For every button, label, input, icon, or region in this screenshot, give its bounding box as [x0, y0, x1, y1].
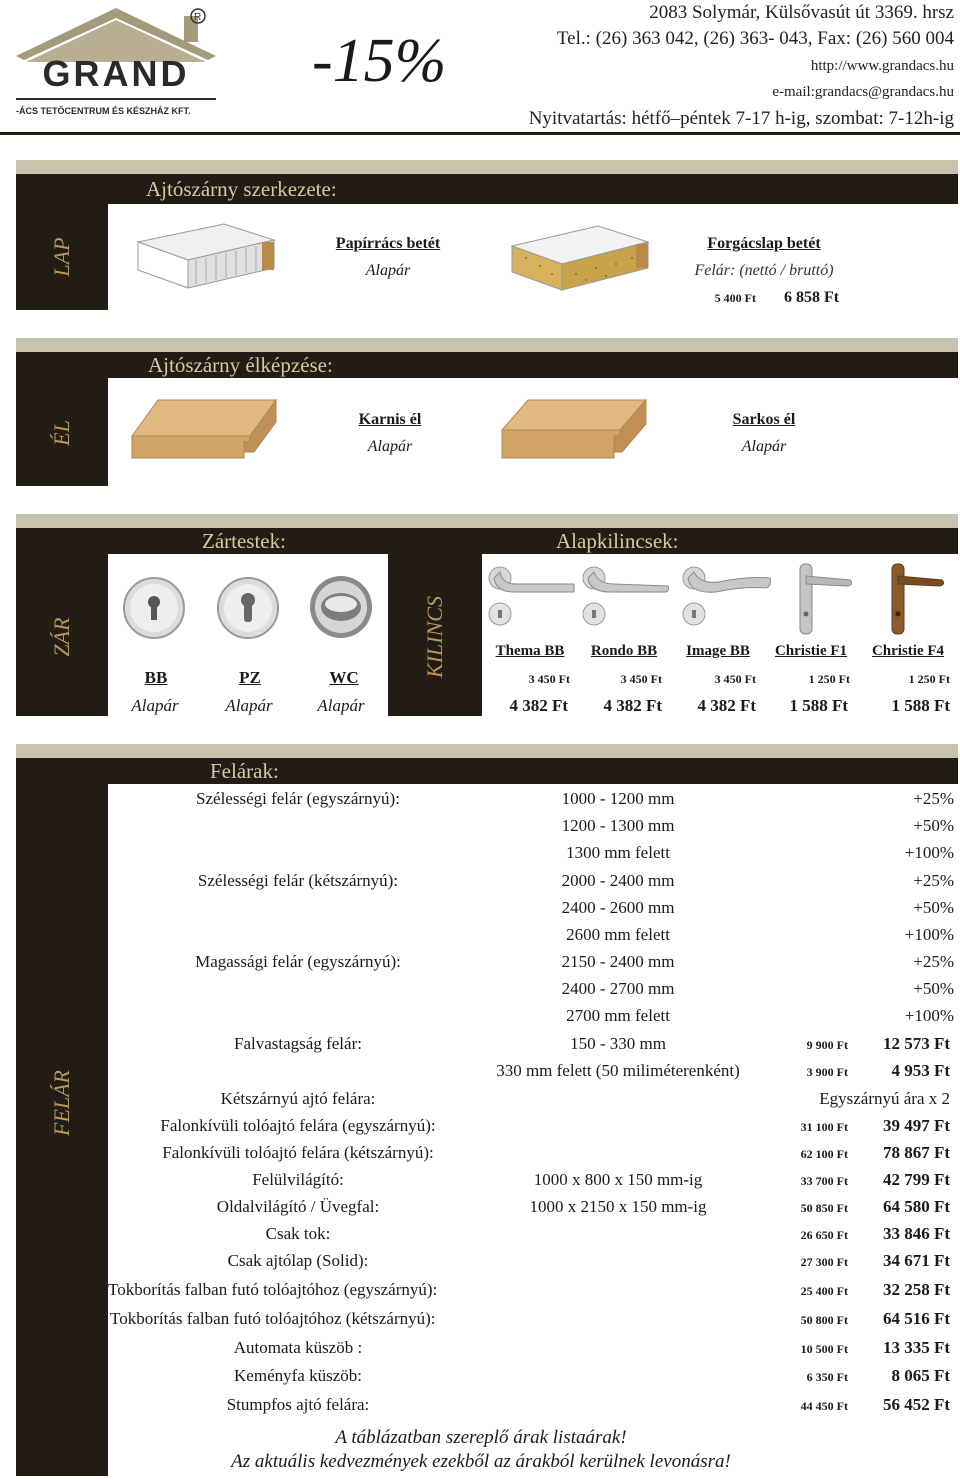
surcharge-percent: +100% — [904, 925, 954, 944]
header-divider — [0, 132, 960, 135]
surcharge-range: 1000 - 1200 mm — [561, 789, 675, 808]
pz-lock-rosette-icon — [216, 576, 280, 645]
paper-core-name: Papírrács betét — [335, 235, 441, 252]
price-net: 31 100 Ft — [800, 1120, 848, 1134]
surcharge-range: 2400 - 2700 mm — [561, 979, 675, 998]
zar-title-bar — [16, 528, 958, 554]
price-label: Keményfa küszöb: — [234, 1366, 362, 1385]
discount-badge: -15% — [312, 27, 447, 95]
chipboard-core-image — [506, 222, 652, 299]
company-website[interactable]: http://www.grandacs.hu — [810, 58, 954, 74]
handle-christie-f1-gross: 1 588 Ft — [789, 696, 848, 715]
price-label: Falonkívüli tolóajtó felára (kétszárnyú): — [162, 1143, 434, 1162]
felar-band — [16, 744, 958, 758]
bb-lock-rosette-icon — [122, 576, 186, 645]
lock-wc-name: WC — [329, 668, 359, 687]
lap-band — [16, 160, 958, 174]
handle-christie-f4-gross: 1 588 Ft — [891, 696, 950, 715]
price-net: 25 400 Ft — [800, 1284, 848, 1298]
price-label: Felülvilágító: — [252, 1170, 344, 1189]
zar-side-label: ZÁR — [49, 617, 74, 657]
surcharge-label: Magassági felár (egyszárnyú): — [195, 952, 401, 971]
surcharge-percent: +50% — [913, 898, 954, 917]
price-net: 33 700 Ft — [800, 1174, 848, 1188]
price-label: Tokborítás falban futó tolóajtóhoz (kétszárnyú): — [110, 1309, 436, 1328]
surcharge-row — [108, 871, 958, 898]
square-edge-price: Alapár — [741, 438, 787, 455]
paper-core-price: Alapár — [365, 262, 411, 279]
surcharge-percent: +50% — [913, 979, 954, 998]
lock-pz-price: Alapár — [225, 696, 273, 715]
price-net: 6 350 Ft — [806, 1370, 848, 1384]
price-range: 330 mm felett (50 miliméterenként) — [496, 1061, 740, 1080]
surcharge-range: 2150 - 2400 mm — [561, 952, 675, 971]
logo-subtitle: -ÁCS TETŐCENTRUM ÉS KÉSZHÁZ KFT. — [16, 106, 191, 116]
price-row — [108, 1309, 958, 1336]
handle-thema-gross: 4 382 Ft — [509, 696, 568, 715]
el-side-label: ÉL — [49, 420, 74, 446]
felar-title-bar — [16, 758, 958, 784]
price-net: 10 500 Ft — [800, 1342, 848, 1356]
price-net: 50 850 Ft — [800, 1201, 848, 1215]
price-range: 1000 x 2150 x 150 mm-ig — [529, 1197, 707, 1216]
surcharge-range: 1300 mm felett — [566, 843, 670, 862]
lock-bb-name: BB — [144, 668, 168, 687]
discount-note: Az aktuális kedvezmények ezekből az árakból kerülnek levonásra! — [231, 1451, 731, 1472]
price-gross: 12 573 Ft — [882, 1034, 950, 1053]
surcharge-percent: +100% — [904, 1006, 954, 1025]
el-band — [16, 338, 958, 352]
surcharge-row — [108, 898, 958, 925]
handle-christie-f4-name: Christie F4 — [871, 643, 945, 659]
handle-christie-f4-net: 1 250 Ft — [908, 672, 950, 686]
surcharge-row — [108, 789, 958, 816]
price-row — [108, 1089, 958, 1116]
zar-section-title: Zártestek: — [202, 529, 286, 553]
surcharge-label: Szélességi felár (egyszárnyú): — [196, 789, 400, 808]
handle-rondo-net: 3 450 Ft — [620, 672, 662, 686]
honeycomb-core-image — [132, 220, 278, 297]
price-label: Falvastagság felár: — [234, 1034, 362, 1053]
price-net: 62 100 Ft — [800, 1147, 848, 1161]
price-label: Csak ajtólap (Solid): — [227, 1251, 369, 1270]
price-net: 44 450 Ft — [800, 1399, 848, 1413]
surcharge-row — [108, 925, 958, 952]
price-row — [108, 1366, 958, 1393]
logo-wordmark: GRAND — [42, 53, 190, 94]
lap-section-title: Ajtószárny szerkezete: — [146, 177, 337, 201]
price-gross: 56 452 Ft — [882, 1395, 950, 1414]
surcharge-row — [108, 816, 958, 843]
kilincs-section-title: Alapkilincsek: — [556, 529, 679, 553]
price-row — [108, 1280, 958, 1307]
price-label: Tokborítás falban futó tolóajtóhoz (egyszárnyú): — [108, 1280, 438, 1299]
price-net: 27 300 Ft — [800, 1255, 848, 1269]
thema-handle-icon — [486, 562, 578, 639]
surcharge-percent: +50% — [913, 816, 954, 835]
handle-image-name: Image BB — [686, 643, 750, 659]
surcharge-percent: +100% — [904, 843, 954, 862]
price-gross: 34 671 Ft — [882, 1251, 950, 1270]
price-gross: 64 516 Ft — [882, 1309, 950, 1328]
lap-side-label: LAP — [49, 237, 74, 277]
image-handle-icon — [678, 562, 774, 639]
price-gross: 13 335 Ft — [882, 1338, 950, 1357]
svg-text:R: R — [194, 12, 202, 23]
wc-lock-rosette-icon — [308, 574, 374, 645]
surcharge-row — [108, 979, 958, 1006]
price-row — [108, 1116, 958, 1143]
surcharge-range: 2700 mm felett — [566, 1006, 670, 1025]
surcharge-label: Szélességi felár (kétszárnyú): — [197, 871, 399, 890]
price-gross: Egyszárnyú ára x 2 — [819, 1089, 950, 1108]
price-net: 9 900 Ft — [806, 1038, 848, 1052]
price-row — [108, 1197, 958, 1224]
handle-rondo-gross: 4 382 Ft — [603, 696, 662, 715]
el-section-title: Ajtószárny élképzése: — [148, 353, 333, 377]
price-gross: 4 953 Ft — [891, 1061, 950, 1080]
opening-hours: Nyitvatartás: hétfő–péntek 7-17 h-ig, szombat: 7-12h-ig — [528, 108, 954, 129]
price-range: 150 - 330 mm — [570, 1034, 666, 1053]
surcharge-row — [108, 1006, 958, 1033]
price-gross: 64 580 Ft — [882, 1197, 950, 1216]
surcharge-percent: +25% — [913, 952, 954, 971]
company-address: 2083 Solymár, Külsővasút út 3369. hrsz — [649, 2, 954, 23]
christie-f1-handle-icon — [794, 560, 856, 641]
kilincs-side-label: KILINCS — [422, 596, 447, 678]
price-label: Stumpfos ajtó felára: — [226, 1395, 370, 1414]
price-label: Automata küszöb : — [233, 1338, 363, 1357]
handle-image-net: 3 450 Ft — [714, 672, 756, 686]
price-net: 50 800 Ft — [800, 1313, 848, 1327]
surcharge-row — [108, 952, 958, 979]
surcharge-range: 2000 - 2400 mm — [561, 871, 675, 890]
handle-image-gross: 4 382 Ft — [697, 696, 756, 715]
company-email[interactable]: e-mail:grandacs@grandacs.hu — [772, 84, 954, 100]
christie-f4-handle-icon — [886, 560, 948, 641]
chipboard-core-name: Forgácslap betét — [707, 235, 821, 252]
lock-bb-price: Alapár — [131, 696, 179, 715]
surcharge-range: 2600 mm felett — [566, 925, 670, 944]
molded-edge-price: Alapár — [367, 438, 413, 455]
chipboard-core-note: Felár: (nettó / bruttó) — [694, 262, 834, 279]
price-gross: 32 258 Ft — [882, 1280, 950, 1299]
zar-band — [16, 514, 958, 528]
price-row — [108, 1034, 958, 1061]
price-gross: 33 846 Ft — [882, 1224, 950, 1243]
square-edge-name: Sarkos él — [732, 411, 796, 428]
handle-thema-net: 3 450 Ft — [528, 672, 570, 686]
price-gross: 42 799 Ft — [882, 1170, 950, 1189]
price-net: 3 900 Ft — [806, 1065, 848, 1079]
lock-wc-price: Alapár — [317, 696, 365, 715]
price-gross: 78 867 Ft — [882, 1143, 950, 1162]
chipboard-net-price: 5 400 Ft — [714, 291, 756, 305]
price-label: Falonkívüli tolóajtó felára (egyszárnyú): — [160, 1116, 436, 1135]
price-row — [108, 1143, 958, 1170]
lock-pz-name: PZ — [239, 668, 261, 687]
price-row — [108, 1338, 958, 1365]
molded-edge-name: Karnis él — [358, 411, 422, 428]
price-range: 1000 x 800 x 150 mm-ig — [533, 1170, 703, 1189]
price-gross: 39 497 Ft — [882, 1116, 950, 1135]
handle-rondo-name: Rondo BB — [590, 643, 658, 659]
handle-christie-f1-net: 1 250 Ft — [808, 672, 850, 686]
handle-christie-f1-name: Christie F1 — [774, 643, 848, 659]
surcharge-percent: +25% — [913, 871, 954, 890]
price-row — [108, 1061, 958, 1088]
felar-side-label: FELÁR — [49, 1070, 74, 1136]
molded-edge-image — [128, 396, 280, 467]
felar-section-title: Felárak: — [210, 759, 279, 783]
surcharge-range: 1200 - 1300 mm — [561, 816, 675, 835]
surcharge-percent: +25% — [913, 789, 954, 808]
list-price-note: A táblázatban szereplő árak listaárak! — [335, 1427, 627, 1448]
price-gross: 8 065 Ft — [891, 1366, 950, 1385]
price-label: Csak tok: — [265, 1224, 331, 1243]
company-phone: Tel.: (26) 363 042, (26) 363- 043, Fax: (26) 560 004 — [556, 28, 954, 49]
price-row — [108, 1170, 958, 1197]
surcharge-range: 2400 - 2600 mm — [561, 898, 675, 917]
surcharge-row — [108, 843, 958, 870]
price-net: 26 650 Ft — [800, 1228, 848, 1242]
price-label: Oldalvilágító / Üvegfal: — [216, 1197, 380, 1216]
chipboard-gross-price: 6 858 Ft — [784, 289, 840, 306]
price-row — [108, 1395, 958, 1422]
price-row — [108, 1224, 958, 1251]
price-label: Kétszárnyú ajtó felára: — [220, 1089, 376, 1108]
square-edge-image — [498, 396, 650, 467]
price-row — [108, 1251, 958, 1278]
handle-thema-name: Thema BB — [495, 643, 565, 659]
rondo-handle-icon — [580, 562, 672, 639]
